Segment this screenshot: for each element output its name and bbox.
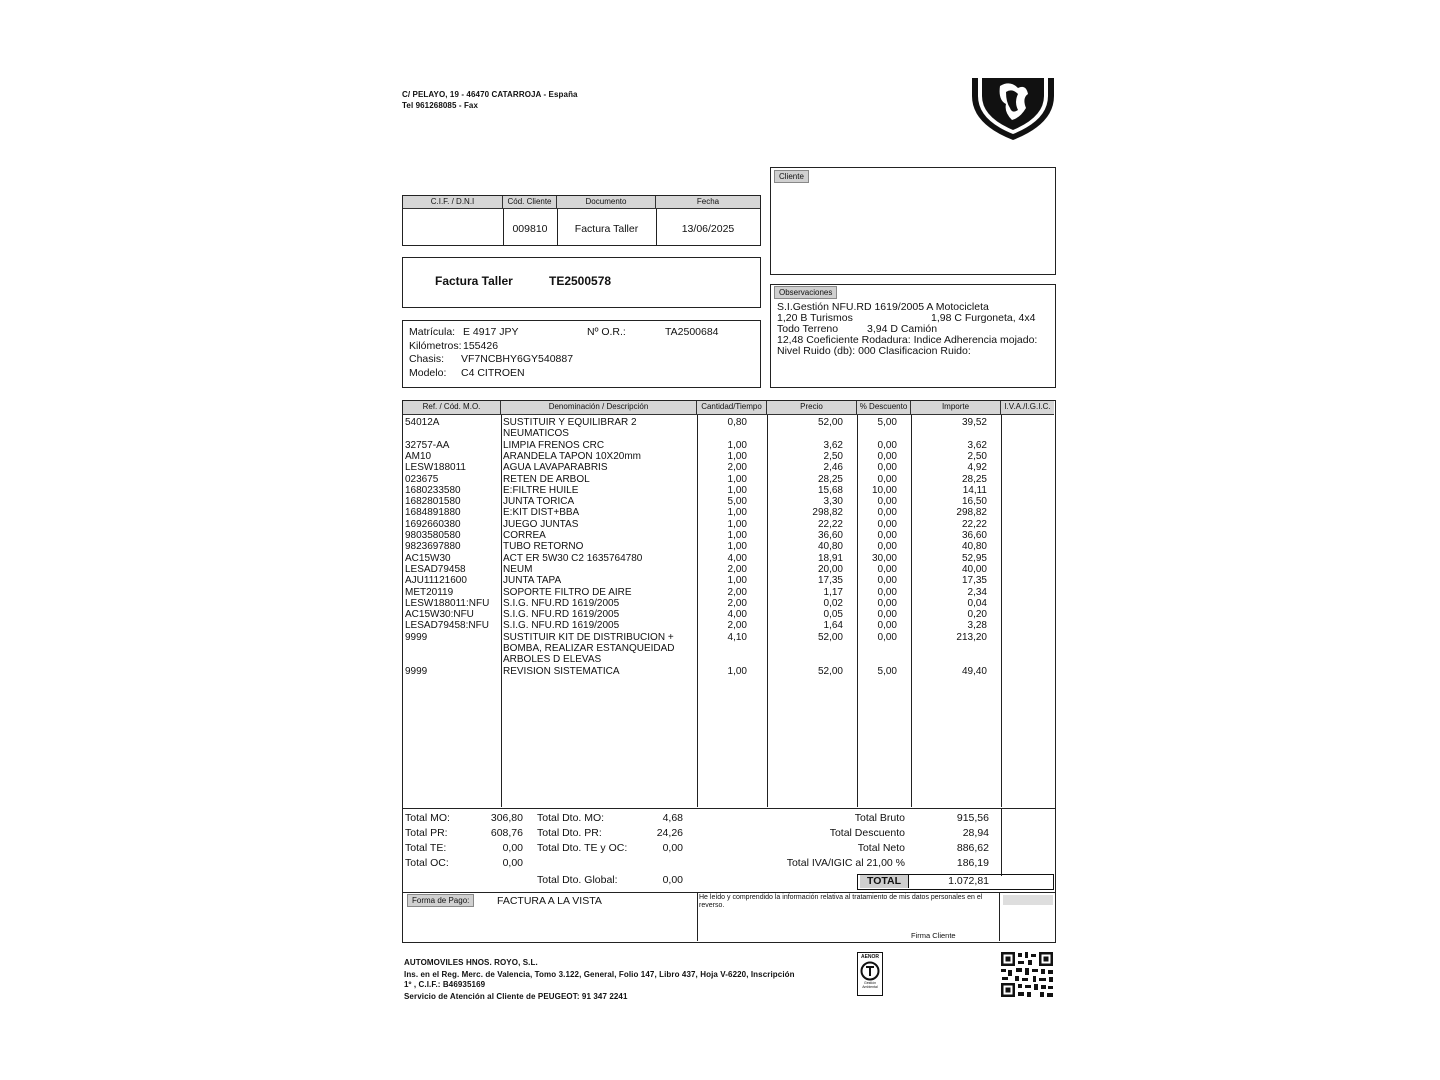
total-oc-label: Total OC: (405, 857, 449, 869)
total-descuento-value: 28,94 (962, 827, 989, 839)
cell-disc: 0,00 (877, 518, 897, 530)
obs-line-7: Nivel Ruido (db): 000 Clasificacion Ruido: (777, 345, 971, 357)
grand-total-row (857, 874, 1054, 890)
cell-qty: 5,00 (727, 496, 747, 508)
cell-qty: 1,00 (727, 439, 747, 451)
aenor-cert-icon (857, 952, 883, 996)
privacy-text: He leído y comprendido la información relativa al tratamiento de mis datos personales en el reverso. (699, 894, 983, 909)
observaciones-box (770, 284, 1056, 388)
table-row (403, 485, 1055, 496)
matricula-value: E 4917 JPY (463, 326, 519, 338)
cell-ref: 1684891880 (405, 507, 461, 519)
total-bruto-label: Total Bruto (854, 812, 905, 824)
or-label: Nº O.R.: (587, 326, 626, 338)
cell-disc: 10,00 (871, 484, 897, 496)
cell-qty: 1,00 (727, 484, 747, 496)
cell-disc: 0,00 (877, 597, 897, 609)
cell-ref: AM10 (405, 450, 432, 462)
cell-price: 0,05 (823, 609, 843, 621)
col-header-ref: Ref. / Cód. M.O. (403, 401, 501, 415)
total-iva-value: 186,19 (956, 857, 989, 869)
cell-price: 18,91 (817, 552, 843, 564)
cell-amount: 298,82 (956, 507, 987, 519)
footer-service: Servicio de Atención al Cliente de PEUGEOT: 91 347 2241 (404, 992, 628, 1001)
cell-ref: 1682801580 (405, 496, 461, 508)
chasis-value: VF7NCBHY6GY540887 (461, 353, 574, 365)
grand-total-value: 1.072,81 (948, 875, 989, 887)
cell-amount: 3,62 (967, 439, 987, 451)
cell-qty: 1,00 (727, 665, 747, 677)
table-row (403, 609, 1055, 620)
obs-line-3: 1,98 C Furgoneta, 4x4 (931, 312, 1036, 324)
cell-qty: 1,00 (727, 518, 747, 530)
cell-disc: 0,00 (877, 496, 897, 508)
cell-disc: 0,00 (877, 530, 897, 541)
cell-desc: S.I.G. NFU.RD 1619/2005 (503, 609, 620, 621)
cell-disc: 0,00 (877, 586, 897, 598)
cell-price: 40,80 (817, 541, 843, 553)
cell-amount: 0,20 (967, 609, 987, 621)
cell-amount: 14,11 (962, 484, 987, 496)
cell-ref: 9999 (405, 631, 428, 643)
id-header-cod-cliente: Cód. Cliente (503, 196, 557, 209)
cell-qty: 2,00 (727, 597, 747, 609)
table-row (403, 428, 1055, 439)
cell-ref: 1692660380 (405, 518, 461, 530)
cell-desc: CORREA (503, 530, 546, 541)
table-row (403, 564, 1055, 575)
cell-ref: LESAD79458:NFU (405, 620, 489, 632)
cell-qty: 1,00 (727, 530, 747, 541)
invoice-title-label: Factura Taller (435, 274, 513, 288)
cell-amount: 28,25 (961, 473, 987, 485)
items-table (402, 400, 1056, 809)
cell-amount: 39,52 (961, 417, 987, 428)
matricula-label: Matrícula: (409, 326, 456, 338)
aenor-label: AENOR (860, 954, 880, 960)
cell-desc: BOMBA, REALIZAR ESTANQUEIDAD (503, 643, 675, 654)
dto-teoc-label: Total Dto. TE y OC: (537, 842, 628, 854)
cell-desc: E:KIT DIST+BBA (503, 507, 580, 519)
cell-amount: 36,60 (961, 530, 987, 541)
cell-qty: 1,00 (727, 575, 747, 587)
total-iva-label: Total IVA/IGIC al 21,00 % (786, 857, 905, 869)
cell-disc: 0,00 (877, 631, 897, 643)
table-row (403, 541, 1055, 552)
cell-ref: LESW188011 (405, 462, 466, 474)
aenor-sub: Gestión Ambiental (862, 981, 878, 989)
vehicle-box (402, 320, 761, 388)
cell-disc: 0,00 (877, 439, 897, 451)
cell-price: 22,22 (817, 518, 843, 530)
cell-ref: MET20119 (405, 586, 454, 598)
cell-desc: TUBO RETORNO (503, 541, 584, 553)
table-row (403, 496, 1055, 507)
table-row (403, 507, 1055, 518)
cell-price: 1,64 (823, 620, 843, 632)
cell-disc: 0,00 (877, 450, 897, 462)
cell-amount: 22,22 (961, 518, 987, 530)
total-oc-value: 0,00 (502, 857, 523, 869)
cell-qty: 4,00 (727, 552, 747, 564)
col-header-qty: Cantidad/Tiempo (697, 401, 767, 415)
cell-ref: LESW188011:NFU (405, 597, 490, 609)
col-header-desc: Denominación / Descripción (501, 401, 697, 415)
chasis-label: Chasis: (409, 353, 445, 365)
cell-price: 17,35 (817, 575, 843, 587)
table-row (403, 598, 1055, 609)
table-row (403, 666, 1055, 677)
cell-price: 2,50 (823, 450, 843, 462)
table-row (403, 587, 1055, 598)
table-row (403, 474, 1055, 485)
cell-desc: S.I.G. NFU.RD 1619/2005 (503, 597, 620, 609)
cell-price: 15,68 (817, 484, 843, 496)
cell-disc: 0,00 (877, 609, 897, 621)
invoice-title-box (402, 257, 761, 308)
id-table (402, 195, 761, 246)
cell-amount: 3,28 (967, 620, 987, 632)
peugeot-logo-icon (970, 78, 1056, 142)
cell-price: 52,00 (817, 631, 843, 643)
cell-amount: 4,92 (967, 462, 987, 474)
modelo-value: C4 CITROEN (461, 367, 525, 379)
km-value: 155426 (463, 340, 499, 352)
cell-desc: SUSTITUIR KIT DE DISTRIBUCION + (503, 631, 674, 643)
cod-cliente-value: 009810 (512, 223, 548, 235)
cell-qty: 2,00 (727, 620, 747, 632)
cell-disc: 5,00 (877, 665, 897, 677)
cell-amount: 16,50 (961, 496, 987, 508)
observaciones-label: Observaciones (774, 286, 837, 299)
cell-price: 28,25 (817, 473, 843, 485)
cell-disc: 30,00 (871, 552, 897, 564)
cell-desc: REVISION SISTEMATICA (503, 665, 620, 677)
cell-price: 52,00 (817, 417, 843, 428)
company-phone: Tel 961268085 - Fax (402, 101, 479, 110)
qr-code-icon (1001, 952, 1053, 997)
cell-qty: 2,00 (727, 563, 747, 575)
cell-amount: 17,35 (961, 575, 987, 587)
cell-price: 1,17 (823, 586, 843, 598)
grand-total-label: TOTAL (860, 875, 909, 888)
total-te-label: Total TE: (405, 842, 447, 854)
cell-disc: 0,00 (877, 620, 897, 632)
cell-desc: NEUM (503, 563, 533, 575)
cell-qty: 1,00 (727, 450, 747, 462)
cell-ref: 1680233580 (405, 484, 461, 496)
id-header-fecha: Fecha (656, 196, 760, 209)
cell-price: 0,02 (823, 597, 843, 609)
total-pr-value: 608,76 (490, 827, 523, 839)
obs-line-5: 3,94 D Camión (867, 323, 938, 335)
cell-amount: 213,20 (956, 631, 987, 643)
cell-amount: 49,40 (961, 665, 987, 677)
cell-disc: 0,00 (877, 473, 897, 485)
cell-disc: 0,00 (877, 462, 897, 474)
cell-desc: LIMPIA FRENOS CRC (503, 439, 605, 451)
cell-amount: 52,95 (961, 552, 987, 564)
cell-price: 298,82 (812, 507, 843, 519)
cell-price: 3,30 (823, 496, 843, 508)
km-label: Kilómetros: (409, 340, 462, 352)
cell-desc: RETEN DE ARBOL (503, 473, 590, 485)
table-row (403, 643, 1055, 654)
cell-disc: 0,00 (877, 563, 897, 575)
cell-qty: 0,80 (727, 417, 747, 428)
cliente-box (770, 167, 1056, 275)
table-row (403, 462, 1055, 473)
totals-box (402, 808, 1056, 893)
total-mo-value: 306,80 (490, 812, 523, 824)
cell-amount: 0,04 (967, 597, 987, 609)
cell-desc: JUNTA TAPA (503, 575, 562, 587)
obs-line-6: 12,48 Coeficiente Rodadura: Indice Adherencia mojado: (777, 334, 1038, 346)
cell-desc: NEUMATICOS (503, 428, 569, 440)
obs-line-2: 1,20 B Turismos (777, 312, 853, 324)
cell-disc: 0,00 (877, 507, 897, 519)
dto-pr-value: 24,26 (656, 827, 683, 839)
payment-value: FACTURA A LA VISTA (497, 895, 602, 907)
total-bruto-value: 915,56 (956, 812, 989, 824)
cell-qty: 2,00 (727, 586, 747, 598)
total-neto-value: 886,62 (956, 842, 989, 854)
cell-qty: 2,00 (727, 462, 747, 474)
table-row (403, 440, 1055, 451)
table-row (403, 620, 1055, 631)
cell-disc: 5,00 (877, 417, 897, 428)
cell-amount: 2,50 (967, 450, 987, 462)
table-row (403, 530, 1055, 541)
table-row (403, 553, 1055, 564)
total-descuento-label: Total Descuento (829, 827, 905, 839)
col-header-amount: Importe (911, 401, 1001, 415)
cell-ref: 54012A (405, 417, 440, 428)
table-row (403, 451, 1055, 462)
dto-global-label: Total Dto. Global: (537, 874, 618, 886)
cell-ref: AC15W30:NFU (405, 609, 474, 621)
cell-price: 20,00 (817, 563, 843, 575)
cell-amount: 2,34 (967, 586, 987, 598)
total-mo-label: Total MO: (405, 812, 450, 824)
cell-disc: 0,00 (877, 541, 897, 553)
total-te-value: 0,00 (502, 842, 523, 854)
table-row (403, 575, 1055, 586)
or-value: TA2500684 (665, 326, 719, 338)
total-pr-label: Total PR: (405, 827, 448, 839)
cell-ref: 9999 (405, 665, 428, 677)
cell-price: 52,00 (817, 665, 843, 677)
obs-line-1: S.I.Gestión NFU.RD 1619/2005 A Motocicleta (777, 301, 989, 313)
cliente-label: Cliente (774, 170, 809, 183)
cell-price: 2,46 (823, 462, 843, 474)
table-row (403, 632, 1055, 643)
id-header-documento: Documento (557, 196, 656, 209)
total-neto-label: Total Neto (857, 842, 905, 854)
table-row (403, 654, 1055, 665)
cell-ref: 9803580580 (405, 530, 461, 541)
documento-value: Factura Taller (574, 223, 639, 235)
cell-amount: 40,00 (961, 563, 987, 575)
cell-qty: 4,10 (727, 631, 747, 643)
obs-line-4: Todo Terreno (777, 323, 839, 335)
cell-price: 3,62 (823, 439, 843, 451)
cell-desc: SOPORTE FILTRO DE AIRE (503, 586, 632, 598)
footer-registry: Ins. en el Reg. Merc. de Valencia, Tomo 3.122, General, Folio 147, Libro 437, Hoja V-6220, Inscripción (404, 970, 795, 979)
cell-desc: JUNTA TORICA (503, 496, 575, 508)
table-row (403, 519, 1055, 530)
modelo-label: Modelo: (409, 367, 447, 379)
table-row (403, 417, 1055, 428)
cell-ref: 32757-AA (405, 439, 450, 451)
cell-desc: ACT ER 5W30 C2 1635764780 (503, 552, 643, 564)
cell-desc: E:FILTRE HUILE (503, 484, 579, 496)
cell-price: 36,60 (817, 530, 843, 541)
invoice-number: TE2500578 (549, 274, 612, 288)
cell-ref: AJU11121600 (405, 575, 467, 587)
company-address: C/ PELAYO, 19 - 46470 CATARROJA - España (402, 90, 578, 99)
cell-desc: ARBOLES D ELEVAS (503, 654, 602, 666)
cell-desc: AGUA LAVAPARABRIS (503, 462, 608, 474)
payment-label: Forma de Pago: (407, 894, 474, 907)
cell-ref: 9823697880 (405, 541, 461, 553)
cell-ref: AC15W30 (405, 552, 451, 564)
cell-ref: LESAD79458 (405, 563, 466, 575)
col-header-iva: I.V.A./I.G.I.C. (1001, 401, 1054, 415)
col-header-price: Precio (767, 401, 857, 415)
dto-global-value: 0,00 (662, 874, 683, 886)
cell-qty: 1,00 (727, 507, 747, 519)
cell-qty: 1,00 (727, 541, 747, 553)
cell-desc: ARANDELA TAPON 10X20mm (503, 450, 642, 462)
dto-mo-value: 4,68 (662, 812, 683, 824)
footer-company: AUTOMOVILES HNOS. ROYO, S.L. (404, 958, 538, 967)
fecha-value: 13/06/2025 (681, 223, 735, 235)
cell-desc: JUEGO JUNTAS (503, 518, 579, 530)
dto-teoc-value: 0,00 (662, 842, 683, 854)
signature-label: Firma Cliente (911, 931, 956, 940)
cell-amount: 40,80 (961, 541, 987, 553)
footer-cif: 1º , C.I.F.: B46935169 (404, 980, 486, 989)
dto-mo-label: Total Dto. MO: (537, 812, 605, 824)
cell-desc: SUSTITUIR Y EQUILIBRAR 2 (503, 417, 637, 428)
col-header-disc: % Descuento (857, 401, 911, 415)
dto-pr-label: Total Dto. PR: (537, 827, 602, 839)
cell-desc: S.I.G. NFU.RD 1619/2005 (503, 620, 620, 632)
id-header-cif: C.I.F. / D.N.I (403, 196, 503, 209)
cell-disc: 0,00 (877, 575, 897, 587)
payment-box (402, 892, 1056, 943)
cell-qty: 1,00 (727, 473, 747, 485)
signature-stamp (1003, 895, 1053, 905)
cell-qty: 4,00 (727, 609, 747, 621)
cell-ref: 023675 (405, 473, 439, 485)
